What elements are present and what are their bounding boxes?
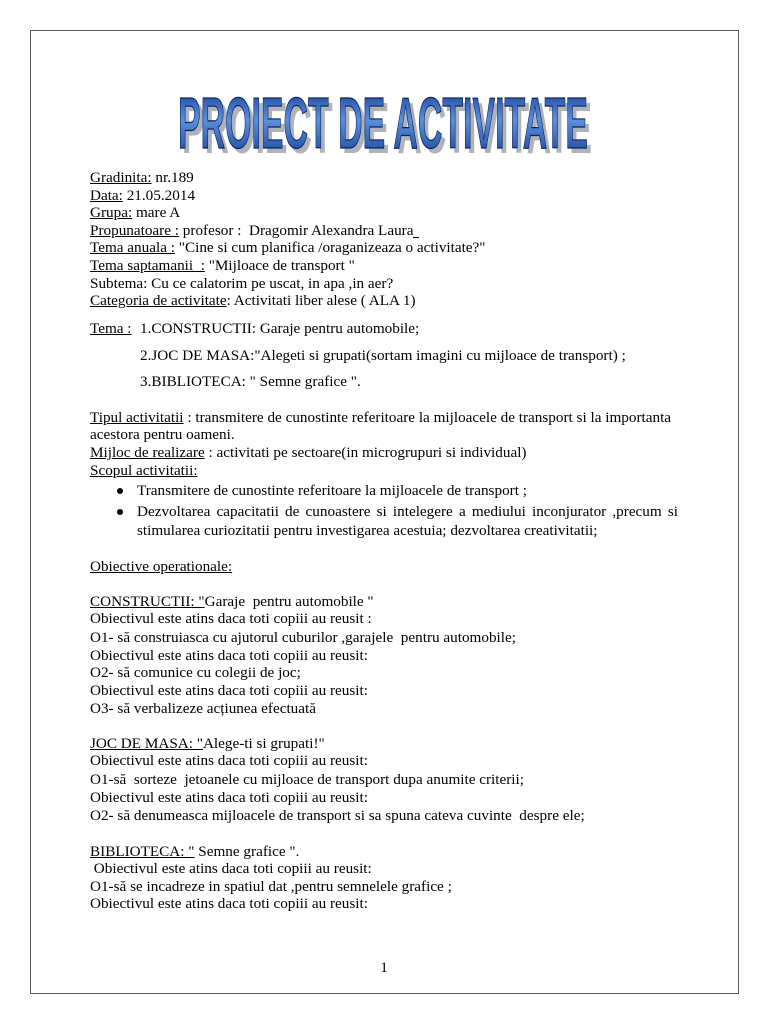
section-label: BIBLIOTECA: " <box>90 843 195 860</box>
section-value: Garaje pentru automobile " <box>204 593 374 610</box>
objective-line: Obiectivul este atins daca toti copiii au reusit: <box>90 752 368 769</box>
obiective-heading-text: Obiective operationale: <box>90 558 233 575</box>
grupa-value: mare A <box>132 204 181 221</box>
propunatoare-line <box>90 222 419 240</box>
subtema-line: Subtema: Cu ce calatorim pe uscat, in apa ,in aer? <box>90 275 394 292</box>
tipul-value: : transmitere de cunostinte referitoare la mijloacele de transport si la importanta <box>183 409 672 426</box>
objective-line: O3- să verbalizeze acțiunea efectuată <box>90 700 316 717</box>
list-item: Transmitere de cunostinte referitoare la mijloacele de transport ; <box>137 482 527 499</box>
tema-saptamanii-label: Tema saptamanii : <box>90 257 205 274</box>
mijloc-value: : activitati pe sectoare(in microgrupuri si individual) <box>204 444 527 461</box>
page-title <box>176 84 596 169</box>
bullet-icon <box>117 488 123 494</box>
page-title-shadow: PROIECT DE ACTIVITATE <box>182 89 592 169</box>
categoria-line <box>90 292 416 310</box>
tema-item: 1.CONSTRUCTII: Garaje pentru automobile; <box>140 320 420 337</box>
gradinita-value: nr.189 <box>151 169 194 186</box>
section-heading <box>90 735 325 753</box>
tipul-line <box>90 409 671 427</box>
scopul-label: Scopul activitatii <box>90 462 194 479</box>
scopul-colon: : <box>193 462 198 479</box>
gradinita-line <box>90 169 194 187</box>
mijloc-label: Mijloc de realizare <box>90 444 205 461</box>
trailing-underline <box>413 224 419 238</box>
tema-line <box>90 320 132 338</box>
section-value: Alege-ti si grupati!" <box>202 735 325 752</box>
grupa-line <box>90 204 180 222</box>
scopul-line <box>90 462 198 480</box>
section-value: Semne grafice ". <box>194 843 300 860</box>
data-line <box>90 187 195 205</box>
tema-anuala-label: Tema anuala : <box>90 239 175 256</box>
section-heading <box>90 843 299 861</box>
objective-line: Obiectivul este atins daca toti copiii au reusit: <box>90 647 368 664</box>
section-label: CONSTRUCTII: " <box>90 593 205 610</box>
mijloc-line <box>90 444 526 462</box>
objective-line: O1-să se incadreze in spatiul dat ,pentru semnelele grafice ; <box>90 878 452 895</box>
objective-line: O1-să sorteze jetoanele cu mijloace de transport dupa anumite criterii; <box>90 771 524 788</box>
section-label: JOC DE MASA: " <box>90 735 203 752</box>
propunatoare-value: profesor : Dragomir Alexandra Laura <box>179 222 414 239</box>
objective-line: Obiectivul este atins daca toti copiii au reusit: <box>90 682 368 699</box>
propunatoare-label: Propunatoare : <box>90 222 179 239</box>
objective-line: Obiectivul este atins daca toti copiii au reusit: <box>90 895 368 912</box>
tema-item: 2.JOC DE MASA:"Alegeti si grupati(sortam imagini cu mijloace de transport) ; <box>140 347 626 364</box>
objective-line: Obiectivul este atins daca toti copiii au reusit: <box>90 860 372 877</box>
tema-anuala-line <box>90 239 486 257</box>
page-title-text: PROIECT DE ACTIVITATE <box>178 84 588 164</box>
list-item: Dezvoltarea capacitatii de cunoastere si intelegere a mediului inconjurator ,precum si <box>137 503 678 520</box>
tema-saptamanii-line <box>90 257 355 275</box>
categoria-value: : Activitati liber alese ( ALA 1) <box>226 292 416 309</box>
grupa-label: Grupa: <box>90 204 133 221</box>
gradinita-label: Gradinita: <box>90 169 152 186</box>
data-label: Data: <box>90 187 123 204</box>
objective-line: O2- să denumeasca mijloacele de transport si sa spuna cateva cuvinte despre ele; <box>90 807 585 824</box>
objective-line: O2- să comunice cu colegii de joc; <box>90 664 301 681</box>
obiective-heading <box>90 558 232 576</box>
data-value: 21.05.2014 <box>122 187 196 204</box>
objective-line: Obiectivul este atins daca toti copiii au reusit : <box>90 610 372 627</box>
bullet-icon <box>117 509 123 515</box>
categoria-label: Categoria de activitate <box>90 292 227 309</box>
tipul-label: Tipul activitatii <box>90 409 184 426</box>
tema-item: 3.BIBLIOTECA: " Semne grafice ". <box>140 373 361 390</box>
tema-label: Tema : <box>90 320 132 337</box>
list-item-continued: stimularea curiozitatii pentru investigarea acestuia; dezvoltarea creativitatii; <box>137 522 598 539</box>
tema-saptamanii-value: "Mijloace de transport " <box>204 257 355 274</box>
tipul-line-continued: acestora pentru oameni. <box>90 426 235 443</box>
objective-line: O1- să construiasca cu ajutorul cuburilor ,garajele pentru automobile; <box>90 629 516 646</box>
tema-anuala-value: "Cine si cum planifica /oraganizeaza o activitate?" <box>174 239 486 256</box>
section-heading <box>90 593 374 611</box>
objective-line: Obiectivul este atins daca toti copiii au reusit: <box>90 789 368 806</box>
page-number: 1 <box>380 959 388 976</box>
